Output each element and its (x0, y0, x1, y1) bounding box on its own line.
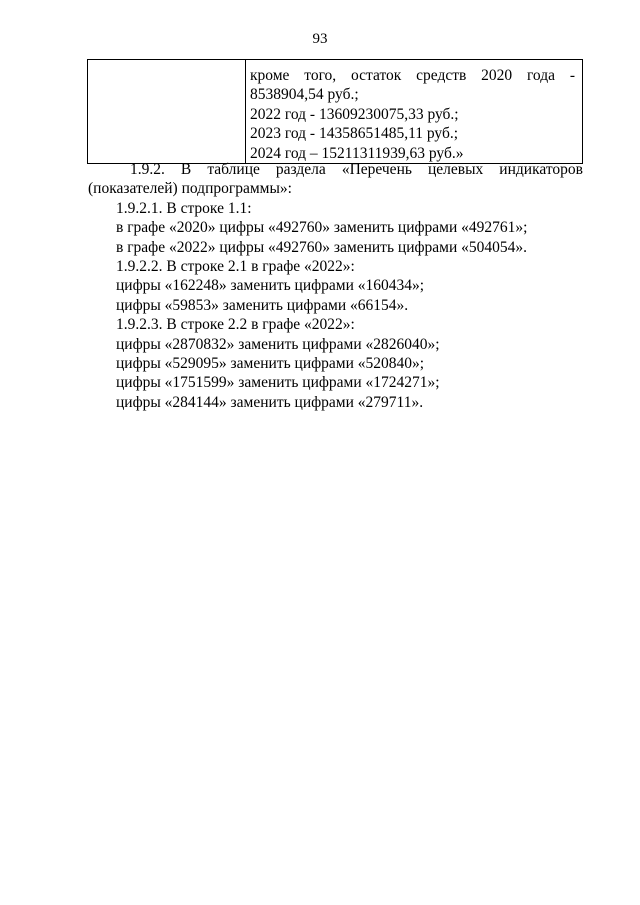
funding-line-balance-amount: 8538904,54 руб.; (250, 86, 359, 104)
paragraph-1-9-2-2-heading: 1.9.2.2. В строке 2.1 в графе «2022»: (116, 258, 355, 276)
paragraph-1-9-2-3-heading: 1.9.2.3. В строке 2.2 в графе «2022»: (116, 316, 355, 334)
funding-line-balance: кроме того, остаток средств 2020 года - (250, 67, 575, 84)
paragraph-1-9-2-2-line-1: цифры «162248» заменить цифрами «160434»; (116, 277, 425, 295)
paragraph-1-9-2-3-line-1: цифры «2870832» заменить цифрами «2826040»; (116, 335, 440, 353)
paragraph-1-9-2-line-2: (показателей) подпрограммы»: (88, 180, 292, 198)
funding-line-2022: 2022 год - 13609230075,33 руб.; (250, 105, 459, 123)
paragraph-1-9-2-1-heading: 1.9.2.1. В строке 1.1: (116, 199, 252, 217)
continuation-table (87, 59, 583, 164)
table-row (88, 60, 583, 164)
paragraph-1-9-2-line-1: 1.9.2. В таблице раздела «Перечень целевых индикаторов (130, 161, 583, 178)
paragraph-1-9-2-1-line-2: в графе «2022» цифры «492760» заменить цифрами «504054». (116, 238, 528, 256)
paragraph-1-9-2-3-line-3: цифры «1751599» заменить цифрами «1724271»; (116, 374, 440, 392)
amendment-text (88, 160, 583, 412)
table-cell-empty (88, 60, 246, 164)
funding-line-2024: 2024 год – 15211311939,63 руб.» (250, 144, 464, 162)
page-number: 93 (312, 31, 328, 47)
paragraph-1-9-2-2-line-2: цифры «59853» заменить цифрами «66154». (116, 296, 409, 314)
paragraph-1-9-2-3-line-4: цифры «284144» заменить цифрами «279711». (116, 393, 424, 411)
paragraph-1-9-2-3-line-2: цифры «529095» заменить цифрами «520840»; (116, 355, 425, 373)
funding-line-2023: 2023 год - 14358651485,11 руб.; (250, 125, 459, 143)
paragraph-1-9-2-1-line-1: в графе «2020» цифры «492760» заменить цифрами «492761»; (116, 219, 528, 237)
table-cell-funding (246, 60, 583, 164)
